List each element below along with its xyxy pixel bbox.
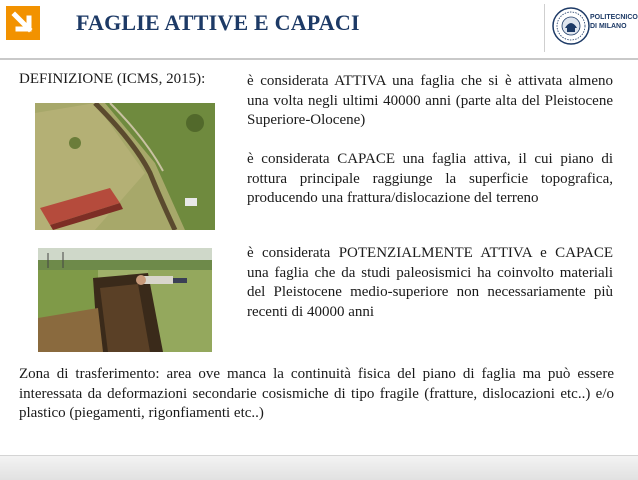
- slide-header: [0, 0, 638, 58]
- definition-active: è considerata ATTIVA una faglia che si è attivata almeno una volta negli ultimi 40000 anni (parte alta del Pleistocene Superiore-Olocene): [247, 73, 613, 128]
- fault-scarp-photo: [35, 103, 215, 230]
- logo-text: [590, 13, 638, 31]
- fault-trench-photo: [38, 248, 212, 352]
- definition-label: DEFINIZIONE (ICMS, 2015):: [19, 71, 206, 87]
- slide-footer: [0, 455, 638, 480]
- logo-text-line1: POLITECNICO: [590, 14, 638, 21]
- slide-title: FAGLIE ATTIVE E CAPACI: [76, 10, 360, 35]
- politecnico-seal-icon: [551, 6, 591, 46]
- transfer-zone-text: Zona di trasferimento: area ove manca la continuità fisica del piano di faglia ma può essere interessata da deformazioni secondarie cosismiche di tipo fragile (fratture, dislocazioni etc..) e/o plastico (piegamenti, rigonfiamenti etc..): [19, 366, 614, 421]
- definition-potentially-active: è considerata POTENZIALMENTE ATTIVA e CAPACE una faglia che da studi paleosismici ha coinvolto materiali del Pleistocene medio-superiore non necessariamente più recenti di 40000 anni: [247, 245, 613, 320]
- arrow-icon: [6, 6, 40, 40]
- header-rule: [0, 58, 638, 60]
- header-divider: [544, 4, 545, 52]
- definition-capable: è considerata CAPACE una faglia attiva, il cui piano di rottura principale raggiunge la superficie topografica, producendo una frattura/dislocazione del terreno: [247, 151, 613, 206]
- logo-text-line2: DI MILANO: [590, 23, 627, 30]
